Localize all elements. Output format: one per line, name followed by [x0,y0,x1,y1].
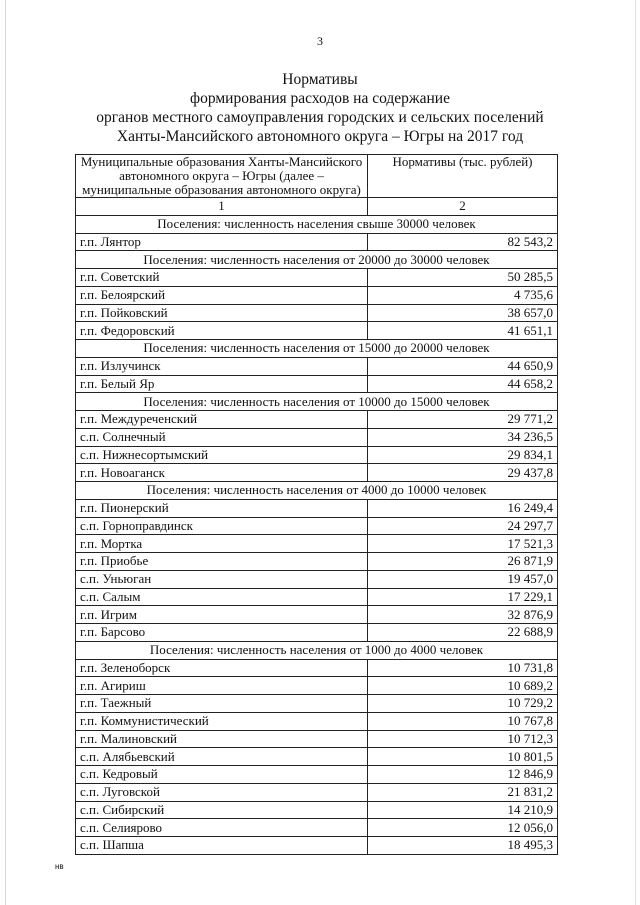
settlement-name: г.п. Пойковский [76,304,368,322]
column-index: 1 [76,198,368,216]
table-row [76,375,558,393]
settlement-name: г.п. Новоаганск [76,464,368,482]
norm-value: 12 056,0 [368,819,558,837]
norm-value: 21 831,2 [368,783,558,801]
norm-value: 29 771,2 [368,411,558,429]
title-line: Ханты-Мансийского автономного округа – Югры на 2017 год [116,128,524,145]
settlement-name: г.п. Малиновский [76,730,368,748]
norm-value: 10 729,2 [368,695,558,713]
settlement-name: с.п. Горноправдинск [76,517,368,535]
norm-value: 10 712,3 [368,730,558,748]
settlement-name: с.п. Селиярово [76,819,368,837]
table-row [76,428,558,446]
document-title [60,70,580,146]
settlement-name: с.п. Луговской [76,783,368,801]
norm-value: 14 210,9 [368,801,558,819]
table-row [76,304,558,322]
footer-mark: нв [55,862,64,871]
settlement-name: с.п. Уньюган [76,570,368,588]
table-row [76,659,558,677]
group-row [76,393,558,411]
settlement-name: г.п. Белоярский [76,286,368,304]
column-index: 2 [368,198,558,216]
table-row [76,624,558,642]
norm-value: 10 689,2 [368,677,558,695]
norm-value: 19 457,0 [368,570,558,588]
table-row [76,517,558,535]
table-row [76,446,558,464]
norm-value: 29 834,1 [368,446,558,464]
norm-value: 12 846,9 [368,766,558,784]
table-row [76,801,558,819]
group-row [76,215,558,233]
norm-value: 17 229,1 [368,588,558,606]
settlement-name: г.п. Федоровский [76,322,368,340]
settlement-name: г.п. Агириш [76,677,368,695]
page-number: 3 [317,34,323,48]
settlement-name: с.п. Нижнесортымский [76,446,368,464]
table-row [76,712,558,730]
table-row [76,837,558,855]
settlement-name: с.п. Шапша [76,837,368,855]
norm-value: 82 543,2 [368,233,558,251]
table-row [76,695,558,713]
table-row [76,269,558,287]
table-row [76,730,558,748]
norm-value: 44 658,2 [368,375,558,393]
settlement-name: с.п. Солнечный [76,428,368,446]
table-row [76,766,558,784]
norm-value: 17 521,3 [368,535,558,553]
table-row [76,606,558,624]
settlement-name: г.п. Игрим [76,606,368,624]
scan-edge-right [635,0,636,905]
group-heading: Поселения: численность населения свыше 30000 человек [76,215,558,233]
table-row [76,535,558,553]
table-row [76,570,558,588]
settlement-name: с.п. Салым [76,588,368,606]
table-row [76,819,558,837]
group-heading: Поселения: численность населения от 10000 до 15000 человек [76,393,558,411]
group-row [76,641,558,659]
title-line: органов местного самоуправления городских и сельских поселений [96,109,544,126]
norm-value: 10 767,8 [368,712,558,730]
norm-value: 10 801,5 [368,748,558,766]
table-row [76,464,558,482]
table-row [76,499,558,517]
norm-value: 34 236,5 [368,428,558,446]
norms-table [75,154,558,855]
settlement-name: г.п. Зеленоборск [76,659,368,677]
group-heading: Поселения: численность населения от 15000 до 20000 человек [76,340,558,358]
table-row [76,411,558,429]
table-row [76,357,558,375]
norm-value: 29 437,8 [368,464,558,482]
scan-edge-left [5,0,6,905]
norm-value: 18 495,3 [368,837,558,855]
title-line: формирования расходов на содержание [190,90,450,107]
settlement-name: г.п. Мортка [76,535,368,553]
settlement-name: г.п. Пионерский [76,499,368,517]
settlement-name: с.п. Алябьевский [76,748,368,766]
table-row [76,677,558,695]
norm-value: 44 650,9 [368,357,558,375]
group-heading: Поселения: численность населения от 1000 до 4000 человек [76,641,558,659]
table-body [76,215,558,854]
settlement-name: г.п. Советский [76,269,368,287]
table-row [76,588,558,606]
table-row [76,553,558,571]
settlement-name: с.п. Кедровый [76,766,368,784]
table-row [76,286,558,304]
norm-value: 32 876,9 [368,606,558,624]
norm-value: 16 249,4 [368,499,558,517]
settlement-name: г.п. Междуреченский [76,411,368,429]
settlement-name: с.п. Сибирский [76,801,368,819]
settlement-name: г.п. Приобье [76,553,368,571]
group-row [76,340,558,358]
settlement-name: г.п. Лянтор [76,233,368,251]
norm-value: 38 657,0 [368,304,558,322]
table-row [76,783,558,801]
settlement-name: г.п. Излучинск [76,357,368,375]
norm-value: 24 297,7 [368,517,558,535]
group-row [76,482,558,500]
column-header-norms: Нормативы (тыс. рублей) [368,155,558,198]
table-row [76,233,558,251]
norm-value: 22 688,9 [368,624,558,642]
table-row [76,322,558,340]
norm-value: 50 285,5 [368,269,558,287]
table-row [76,748,558,766]
settlement-name: г.п. Коммунистический [76,712,368,730]
norm-value: 26 871,9 [368,553,558,571]
settlement-name: г.п. Таежный [76,695,368,713]
norm-value: 4 735,6 [368,286,558,304]
norm-value: 41 651,1 [368,322,558,340]
column-header-municipalities: Муниципальные образования Ханты-Мансийского автономного округа – Югры (далее – муниципальные образования автономного округа) [76,155,368,198]
settlement-name: г.п. Барсово [76,624,368,642]
group-heading: Поселения: численность населения от 20000 до 30000 человек [76,251,558,269]
title-line: Нормативы [282,71,358,88]
norm-value: 10 731,8 [368,659,558,677]
group-heading: Поселения: численность населения от 4000 до 10000 человек [76,482,558,500]
group-row [76,251,558,269]
settlement-name: г.п. Белый Яр [76,375,368,393]
